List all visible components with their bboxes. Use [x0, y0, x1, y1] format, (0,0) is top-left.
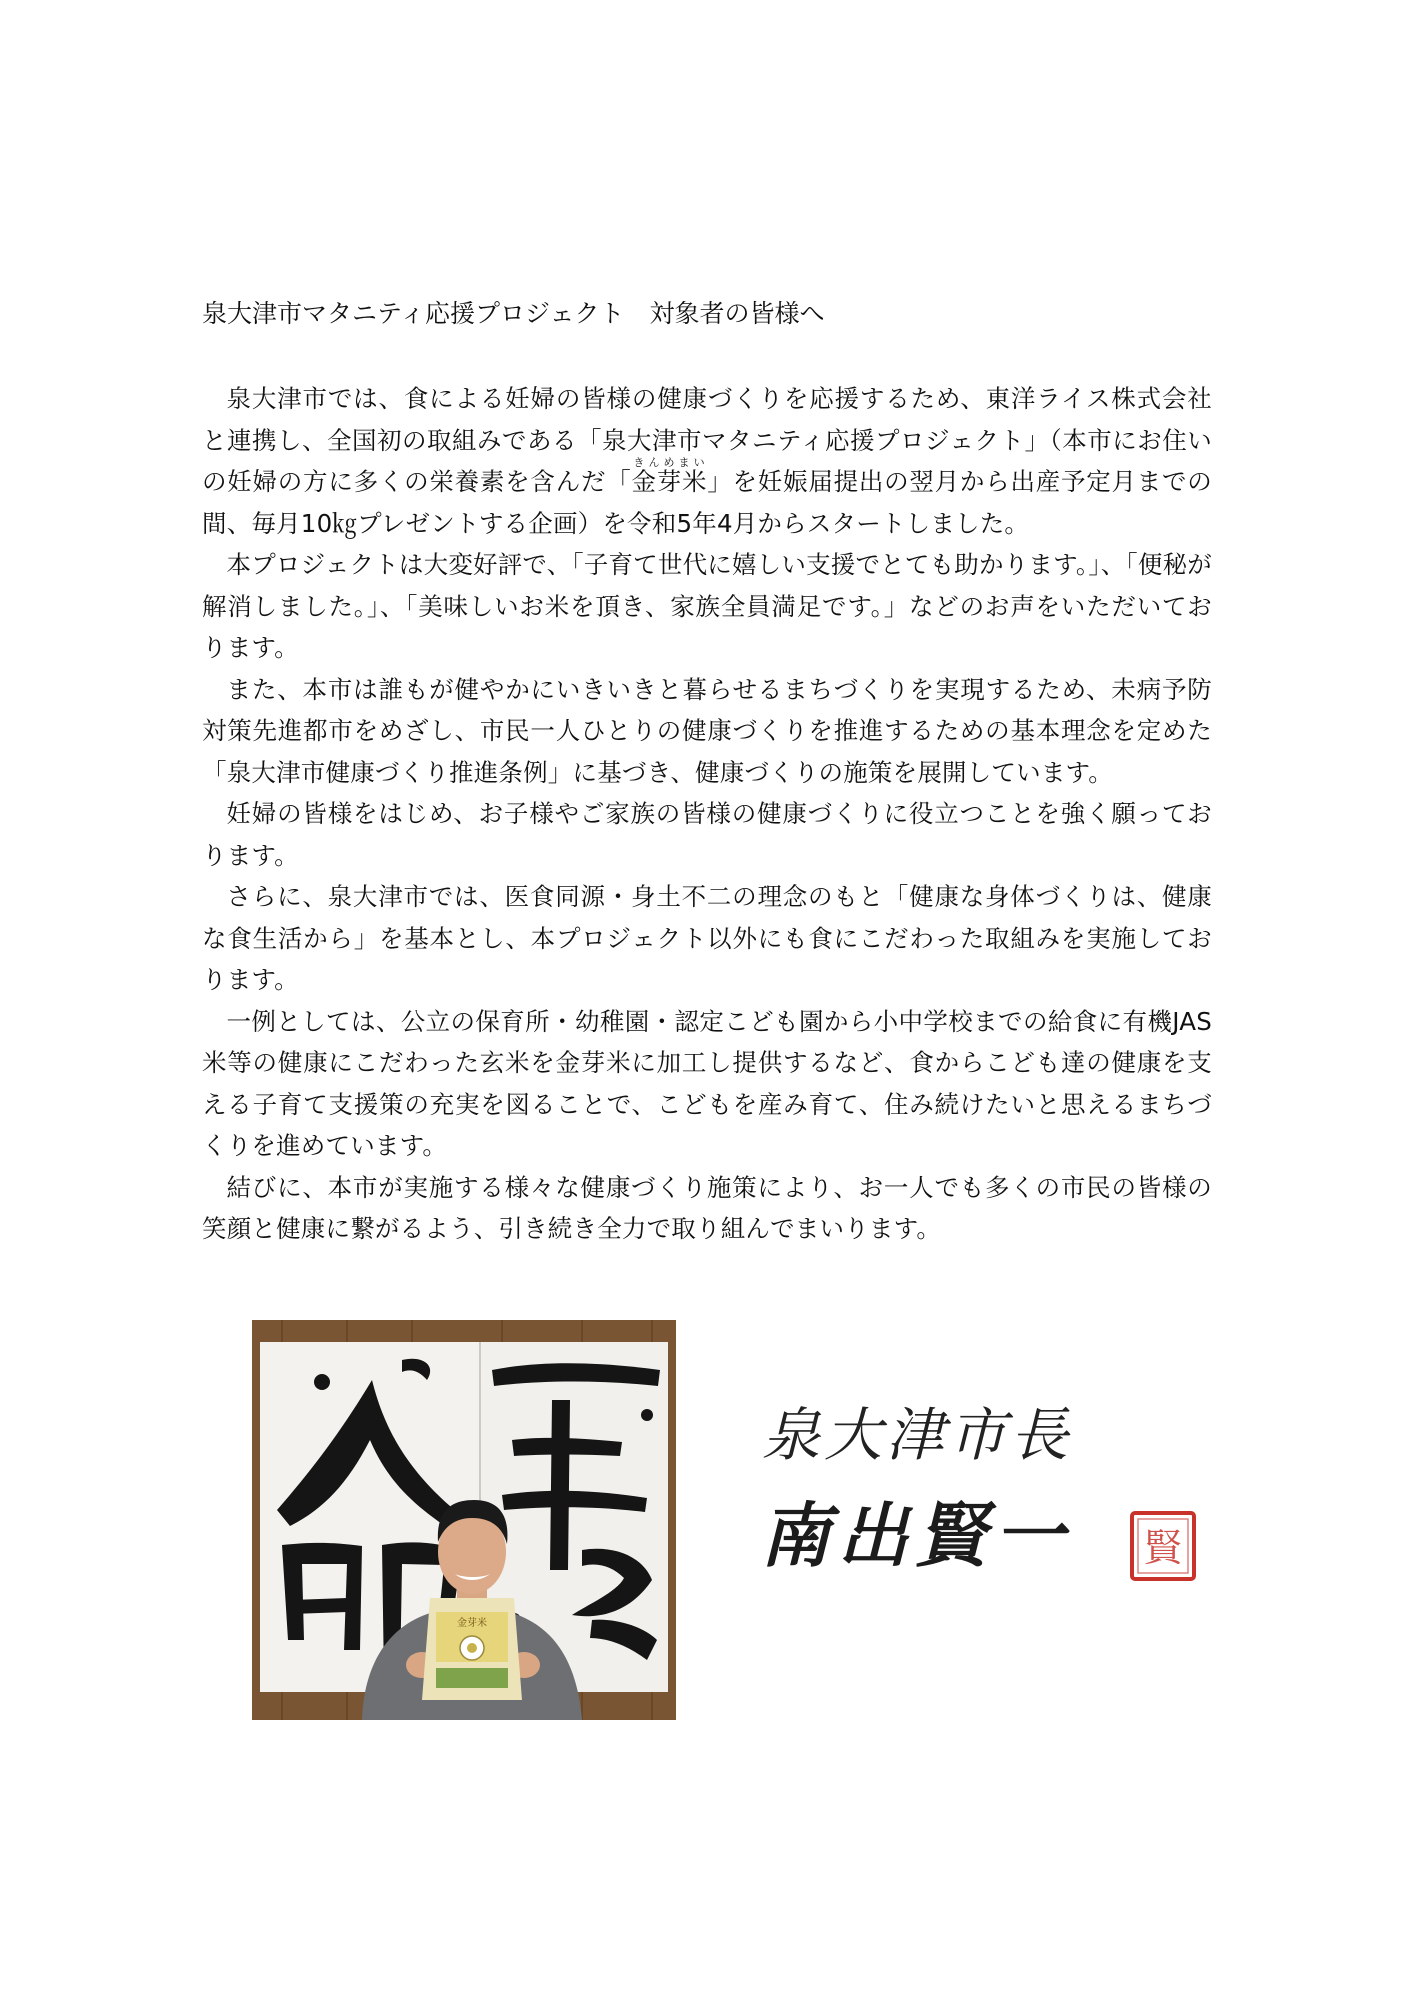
paragraph-1-after: 」を妊娠届提出の翌月から出産予定月までの間、毎月10㎏プレゼントする企画）を令和5年4月からスタートしました。: [202, 467, 1212, 538]
ruby-base: 金芽米: [631, 467, 708, 496]
signature-drawing: [760, 1385, 1220, 1615]
seal-stamp: [1132, 1513, 1194, 1579]
paragraph-3: また、本市は誰もが健やかにいきいきと暮らせるまちづくりを実現するため、未病予防対策先進都市をめざし、市民一人ひとりの健康づくりを推進するための基本理念を定めた「泉大津市健康づくり推進条例」に基づき、健康づくりの施策を展開しています。: [202, 674, 1212, 787]
paragraph-4: 妊婦の皆様をはじめ、お子様やご家族の皆様の健康づくりに役立つことを強く願っております。: [202, 799, 1212, 870]
ruby-reading: きんめまい: [631, 456, 707, 469]
paragraph-2: 本プロジェクトは大変好評で、「子育て世代に嬉しい支援でとても助かります。」、「便秘が解消しました。」、「美味しいお米を頂き、家族全員満足です。」などのお声をいただいております。: [202, 550, 1212, 662]
paragraph-6: 一例としては、公立の保育所・幼稚園・認定こども園から小中学校までの給食に有機JAS 米等の健康にこだわった玄米を金芽米に加工し提供するなど、食からこども達の健康を支える子育て支援策の充実を図ることで、こどもを産み育て、住み続けたいと思えるまちづくりを進めています。: [202, 1006, 1212, 1160]
rice-bag: [422, 1598, 522, 1700]
rice-bag-label: 金芽米: [457, 1618, 487, 1629]
paragraph-5: さらに、泉大津市では、医食同源・身土不二の理念のもと「健康な身体づくりは、健康な食生活から」を基本とし、本プロジェクト以外にも食にこだわった取組みを実施しております。: [202, 882, 1212, 994]
document-title: 泉大津市マタニティ応援プロジェクト 対象者の皆様へ: [202, 299, 825, 328]
seal-character: 賢: [1143, 1526, 1183, 1570]
paragraph-1-before: 泉大津市では、食による妊婦の皆様の健康づくりを応援するため、東洋ライス株式会社と連携し、全国初の取組みである「泉大津市マタニティ応援プロジェクト」（本市にお住いの妊婦の方に多くの栄養素を含んだ「: [202, 384, 1212, 496]
signature-name: 南出賢一: [760, 1494, 1072, 1577]
kinmemai-ruby: [631, 456, 708, 496]
paragraph-1: [202, 378, 1212, 544]
paragraph-7: 結びに、本市が実施する様々な健康づくり施策により、お一人でも多くの市民の皆様の笑顔と健康に繋がるよう、引き続き全力で取り組んでまいります。: [202, 1172, 1212, 1243]
signature-title: 泉大津市長: [762, 1401, 1073, 1469]
document-body: [202, 378, 1212, 1250]
mayor-photo-illustration: [252, 1320, 676, 1720]
mayor-signature: [760, 1385, 1220, 1615]
mayor-photo: [252, 1320, 676, 1720]
